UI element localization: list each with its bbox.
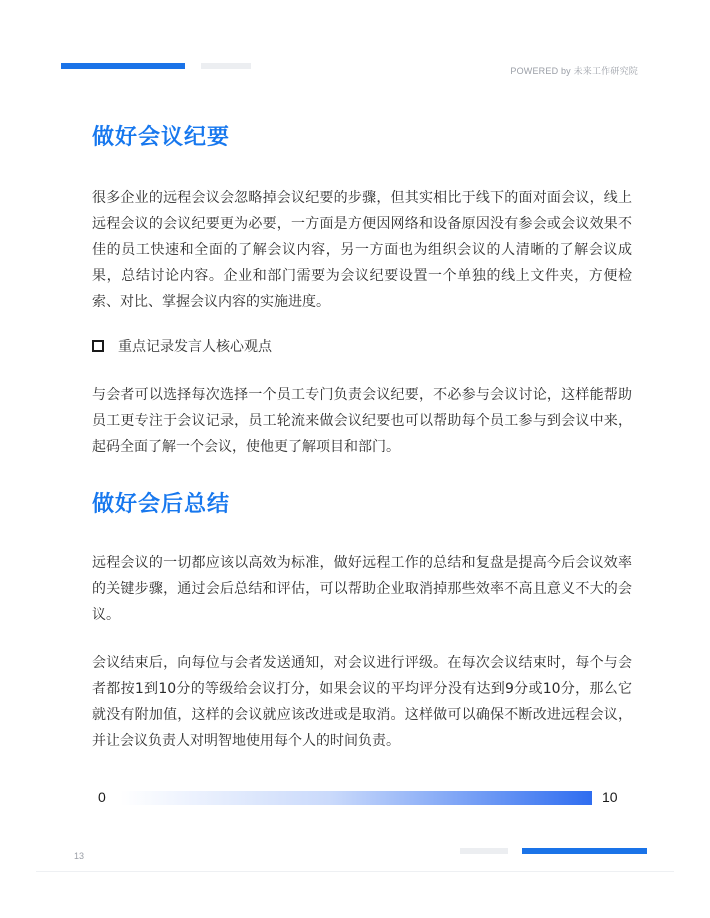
header-grey-bar [201, 63, 251, 69]
footer-grey-bar [460, 848, 508, 854]
rating-scale-bar [120, 791, 592, 805]
scale-max-label: 10 [602, 789, 618, 805]
section-1-bullet-paragraph: 与会者可以选择每次选择一个员工专门负责会议纪要，不必参与会议讨论，这样能帮助员工更专注于会议记录，员工轮流来做会议纪要也可以帮助每个员工参与到会议中来，起码全面了解一个会议，使他更了解项目和部门。 [92, 387, 632, 455]
header-accent-bar [61, 63, 185, 69]
footer-divider [36, 871, 674, 872]
footer-accent-bar [522, 848, 647, 854]
bullet-text: 重点记录发言人核心观点 [118, 339, 272, 355]
section-title-post-meeting-summary: 做好会后总结 [92, 492, 231, 517]
square-bullet-icon [92, 340, 104, 352]
rating-scale-fill [120, 791, 592, 805]
section-title-meeting-minutes: 做好会议纪要 [92, 125, 231, 150]
section-1-paragraph: 很多企业的远程会议会忽略掉会议纪要的步骤，但其实相比于线下的面对面会议，线上远程会议的会议纪要更为必要，一方面是方便因网络和设备原因没有参会或会议效果不佳的员工快速和全面的了解会议内容，另一方面也为组织会议的人清晰的了解会议成果，总结讨论内容。企业和部门需要为会议纪要设置一个单独的线上文件夹，方便检索、对比、掌握会议内容的实施进度。 [92, 190, 632, 310]
scale-min-label: 0 [98, 789, 106, 805]
bullet-item [92, 336, 272, 356]
powered-by-label: POWERED by 未来工作研究院 [510, 66, 638, 76]
section-2-paragraph-1: 远程会议的一切都应该以高效为标准，做好远程工作的总结和复盘是提高今后会议效率的关键步骤，通过会后总结和评估，可以帮助企业取消掉那些效率不高且意义不大的会议。 [92, 555, 632, 623]
section-2-paragraph-2: 会议结束后，向每位与会者发送通知，对会议进行评级。在每次会议结束时，每个与会者都按1到10分的等级给会议打分，如果会议的平均评分没有达到9分或10分，那么它就没有附加值，这样的会议就应该改进或是取消。这样做可以确保不断改进远程会议，并让会议负责人对明智地使用每个人的时间负责。 [92, 655, 632, 749]
page-number: 13 [74, 851, 85, 861]
